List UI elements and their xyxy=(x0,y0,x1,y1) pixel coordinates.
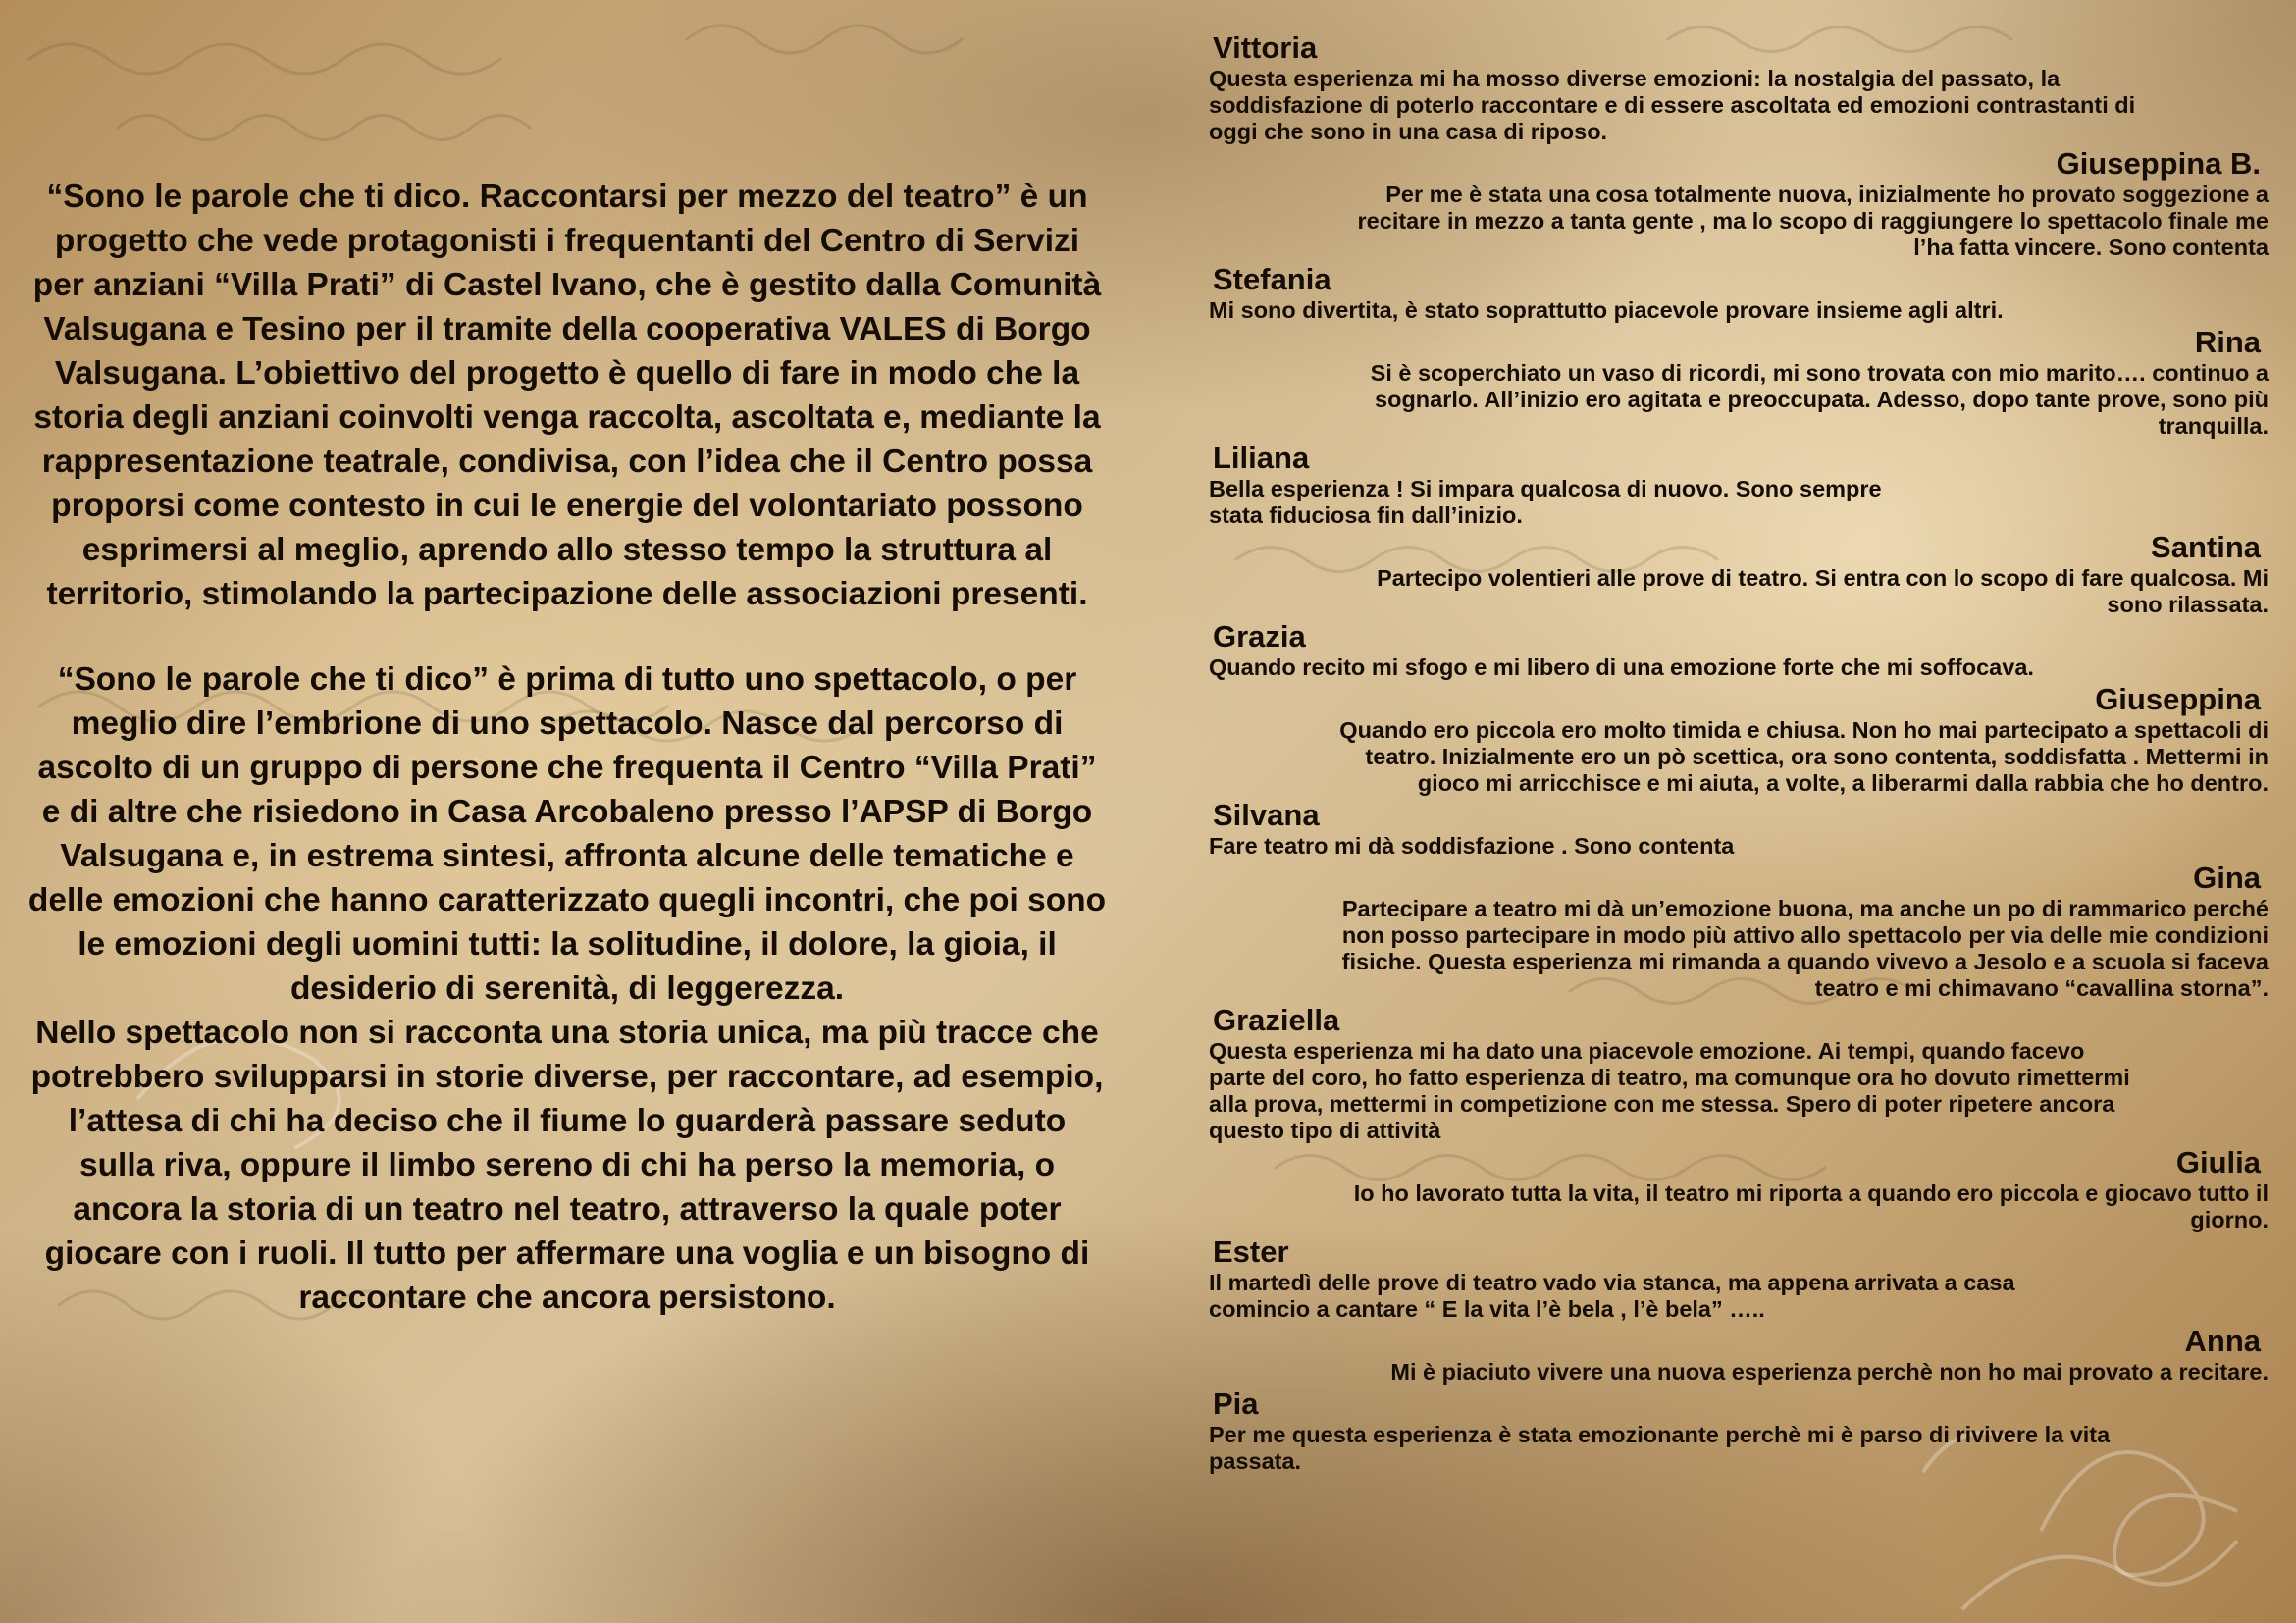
testimonial xyxy=(1209,529,2269,618)
testimonial xyxy=(1209,261,2269,324)
testimonial xyxy=(1209,440,2269,529)
testimonial xyxy=(1209,145,2269,261)
testimonial-name: Graziella xyxy=(1213,1003,1340,1037)
testimonial-text: Per me è stata una cosa totalmente nuova, inizialmente ho provato soggezione a recitare in mezzo a tanta gente , ma lo scopo di raggiungere lo spettacolo finale me l’ha fatta vincere. Sono contenta xyxy=(1357,182,2269,260)
testimonial-name: Santina xyxy=(2151,530,2261,564)
testimonial-name: Giuseppina B. xyxy=(2056,146,2261,181)
intro-paragraph: Nello spettacolo non si racconta una storia unica, ma più tracce che potrebbero svilupparsi in storie diverse, per raccontare, ad esempio, l’attesa di chi ha deciso che il fiume lo guarderà passare seduto sulla riva, oppure il limbo sereno di chi ha perso la memoria, o ancora la storia di un teatro nel teatro, attraverso la quale poter giocare con i ruoli. Il tutto per affermare una voglia e un bisogno di raccontare che ancora persistono. xyxy=(30,1015,1104,1316)
testimonial-name: Pia xyxy=(1213,1387,1259,1421)
testimonial-text: Per me questa esperienza è stata emozionante perchè mi è parso di rivivere la vita passata. xyxy=(1209,1422,2111,1474)
testimonial-name: Anna xyxy=(2184,1324,2261,1358)
testimonial-text: Bella esperienza ! Si impara qualcosa di nuovo. Sono sempre stata fiduciosa fin dall’inizio. xyxy=(1209,476,1882,528)
testimonial xyxy=(1209,29,2269,145)
testimonial-name: Vittoria xyxy=(1213,30,1318,65)
testimonial xyxy=(1209,1233,2269,1323)
testimonial-name: Silvana xyxy=(1213,798,1320,832)
testimonial xyxy=(1209,1323,2269,1386)
testimonial xyxy=(1209,324,2269,440)
testimonials-column xyxy=(1209,29,2269,1475)
testimonial-name: Rina xyxy=(2194,325,2261,359)
testimonial-name: Gina xyxy=(2193,861,2261,895)
intro-paragraph: “Sono le parole che ti dico. Raccontarsi per mezzo del teatro” è un progetto che vede protagonisti i frequentanti del Centro di Servizi per anziani “Villa Prati” di Castel Ivano, che è gestito dalla Comunità Valsugana e Tesino per il tramite della cooperativa VALES di Borgo Valsugana. L’obiettivo del progetto è quello di fare in modo che la storia degli anziani coinvolti venga raccolta, ascoltata e, mediante la rappresentazione teatrale, condivisa, con l’idea che il Centro possa proporsi come contesto in cui le energie del volontariato possono esprimersi al meglio, aprendo allo stesso tempo la struttura al territorio, stimolando la partecipazione delle associazioni presenti. xyxy=(32,179,1102,612)
testimonial-text: Si è scoperchiato un vaso di ricordi, mi sono trovata con mio marito…. continuo a sognarlo. All’inizio ero agitata e preoccupata. Adesso, dopo tante prove, sono più tranquilla. xyxy=(1370,360,2269,439)
testimonial-text: Partecipo volentieri alle prove di teatro. Si entra con lo scopo di fare qualcosa. Mi sono rilassata. xyxy=(1377,565,2269,617)
testimonial-name: Stefania xyxy=(1213,262,1331,296)
testimonial-name: Giulia xyxy=(2175,1145,2261,1179)
testimonial-text: Quando recito mi sfogo e mi libero di una emozione forte che mi soffocava. xyxy=(1209,654,2034,680)
testimonial xyxy=(1209,618,2269,681)
testimonial-name: Grazia xyxy=(1213,619,1306,654)
testimonial-text: Quando ero piccola ero molto timida e chiusa. Non ho mai partecipato a spettacoli di teatro. Inizialmente ero un pò scettica, ora sono contenta, soddisfatta . Mettermi in gioco mi arricchisce e mi aiuta, a volte, a liberarmi dalla rabbia che ho dentro. xyxy=(1339,717,2269,796)
testimonial-text: Mi sono divertita, è stato soprattutto piacevole provare insieme agli altri. xyxy=(1209,297,2004,323)
testimonial-text: Mi è piaciuto vivere una nuova esperienza perchè non ho mai provato a recitare. xyxy=(1390,1359,2269,1385)
testimonial-name: Ester xyxy=(1213,1234,1289,1269)
testimonial xyxy=(1209,1002,2269,1144)
testimonial-text: Fare teatro mi dà soddisfazione . Sono contenta xyxy=(1209,833,1735,859)
testimonial-text: Il martedì delle prove di teatro vado via stanca, ma appena arrivata a casa comincio a cantare “ E la vita l’è bela , l’è bela” ….. xyxy=(1209,1270,2015,1322)
testimonial xyxy=(1209,1144,2269,1233)
project-description xyxy=(27,175,1107,1320)
testimonial xyxy=(1209,797,2269,860)
testimonial-text: Partecipare a teatro mi dà un’emozione buona, ma anche un po di rammarico perché non posso partecipare in modo più attivo allo spettacolo per via delle mie condizioni fisiche. Questa esperienza mi rimanda a quando vivevo a Jesolo e a scuola si faceva teatro e mi chimavano “cavallina storna”. xyxy=(1341,896,2269,1001)
testimonial-text: Questa esperienza mi ha mosso diverse emozioni: la nostalgia del passato, la soddisfazione di poterlo raccontare e di essere ascoltata ed emozioni contrastanti di oggi che sono in una casa di riposo. xyxy=(1209,66,2136,144)
testimonial-name: Liliana xyxy=(1213,441,1310,475)
intro-paragraph: “Sono le parole che ti dico” è prima di tutto uno spettacolo, o per meglio dire l’embrione di uno spettacolo. Nasce dal percorso di ascolto di un gruppo di persone che frequenta il Centro “Villa Prati” e di altre che risiedono in Casa Arcobaleno presso l’APSP di Borgo Valsugana e, in estrema sintesi, affronta alcune delle tematiche e delle emozioni che hanno caratterizzato quegli incontri, che poi sono le emozioni degli uomini tutti: la solitudine, il dolore, la gioia, il desiderio di serenità, di leggerezza. xyxy=(27,661,1107,1007)
testimonial-text: Questa esperienza mi ha dato una piacevole emozione. Ai tempi, quando facevo parte del coro, ho fatto esperienza di teatro, ma comunque ora ho dovuto rimettermi alla prova, mettermi in competizione con me stessa. Spero di poter ripetere ancora questo tipo di attività xyxy=(1209,1038,2130,1143)
testimonial-text: Io ho lavorato tutta la vita, il teatro mi riporta a quando ero piccola e giocavo tutto il giorno. xyxy=(1353,1180,2269,1232)
testimonial xyxy=(1209,860,2269,1002)
testimonial xyxy=(1209,1386,2269,1475)
testimonial-name: Giuseppina xyxy=(2095,682,2261,716)
testimonial xyxy=(1209,681,2269,797)
